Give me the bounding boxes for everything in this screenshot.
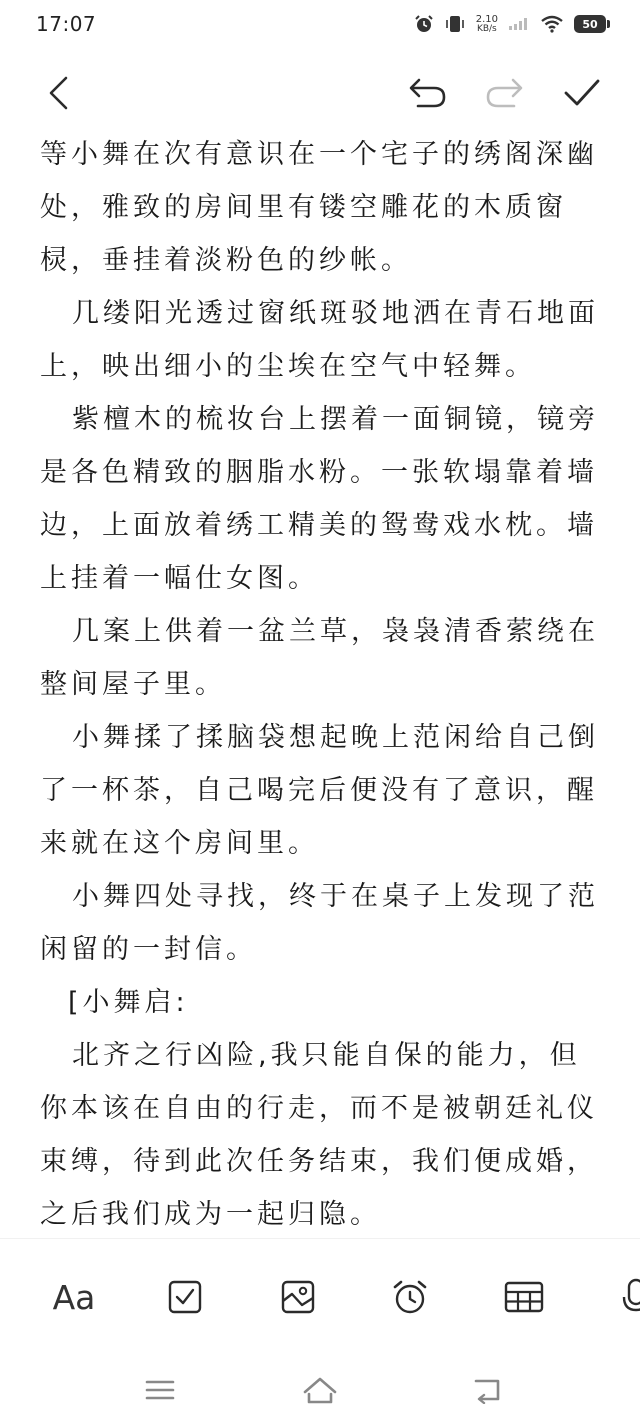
save-button[interactable]: [554, 60, 610, 126]
back-button[interactable]: [30, 60, 86, 126]
net-speed-value: 2.10: [475, 13, 498, 25]
note-paragraph[interactable]: 几缕阳光透过窗纸斑驳地洒在青石地面上，映出细小的尘埃在空气中轻舞。: [40, 298, 599, 382]
status-bar: [0, 0, 640, 48]
net-speed-unit: KB/s: [476, 23, 497, 34]
voice-button[interactable]: [606, 1267, 640, 1327]
microphone-icon: [621, 1277, 640, 1317]
check-icon: [562, 77, 602, 109]
checkbox-icon: [167, 1279, 203, 1315]
system-back-button[interactable]: [458, 1368, 518, 1412]
home-icon: [302, 1376, 338, 1404]
battery-icon: [574, 15, 606, 33]
editor-toolbar: [0, 60, 640, 126]
redo-icon: [484, 76, 524, 110]
format-toolbar: [0, 1238, 640, 1356]
system-nav-bar: [0, 1356, 640, 1427]
note-paragraph[interactable]: [小舞启:: [68, 987, 189, 1018]
net-speed: [476, 15, 498, 34]
recent-apps-button[interactable]: [130, 1368, 190, 1412]
font-icon: Aa: [52, 1277, 96, 1317]
redo-button[interactable]: [476, 60, 532, 126]
reminder-button[interactable]: [380, 1267, 440, 1327]
checklist-button[interactable]: [155, 1267, 215, 1327]
back-icon: [46, 75, 70, 111]
wifi-icon: [540, 15, 564, 33]
home-button[interactable]: [290, 1368, 350, 1412]
battery-level: 50: [582, 17, 598, 31]
alarm-clock-icon: [391, 1278, 429, 1316]
status-time: 17:07: [36, 12, 97, 36]
note-paragraph[interactable]: 北齐之行凶险,我只能自保的能力，但你本该在自由的行走，而不是被朝廷礼仪束缚，待到此次任务结束，我们便成婚，之后我们成为一起归隐。: [40, 1040, 598, 1230]
font-button[interactable]: [44, 1267, 104, 1327]
image-icon: [280, 1279, 316, 1315]
alarm-icon: [414, 14, 434, 34]
note-paragraph[interactable]: 紫檀木的梳妆台上摆着一面铜镜，镜旁是各色精致的胭脂水粉。一张软塌靠着墙边，上面放着绣工精美的鸳鸯戏水枕。墙上挂着一幅仕女图。: [40, 404, 599, 594]
note-content[interactable]: [40, 128, 610, 1238]
table-icon: [504, 1280, 544, 1314]
signal-icon: [508, 17, 530, 31]
undo-icon: [408, 76, 448, 110]
image-button[interactable]: [268, 1267, 328, 1327]
status-icons: [414, 14, 606, 34]
menu-icon: [145, 1378, 175, 1402]
vibrate-icon: [444, 14, 466, 34]
note-paragraph[interactable]: 等小舞在次有意识在一个宅子的绣阁深幽处，雅致的房间里有镂空雕花的木质窗棂，垂挂着淡粉色的纱帐。: [40, 139, 598, 276]
note-paragraph[interactable]: 几案上供着一盆兰草，袅袅清香萦绕在整间屋子里。: [40, 616, 599, 700]
note-paragraph[interactable]: 小舞揉了揉脑袋想起晚上范闲给自己倒了一杯茶，自己喝完后便没有了意识，醒来就在这个房间里。: [40, 722, 599, 859]
note-paragraph[interactable]: 小舞四处寻找，终于在桌子上发现了范闲留的一封信。: [40, 881, 599, 965]
undo-button[interactable]: [400, 60, 456, 126]
back-nav-icon: [472, 1376, 504, 1404]
table-button[interactable]: [494, 1267, 554, 1327]
